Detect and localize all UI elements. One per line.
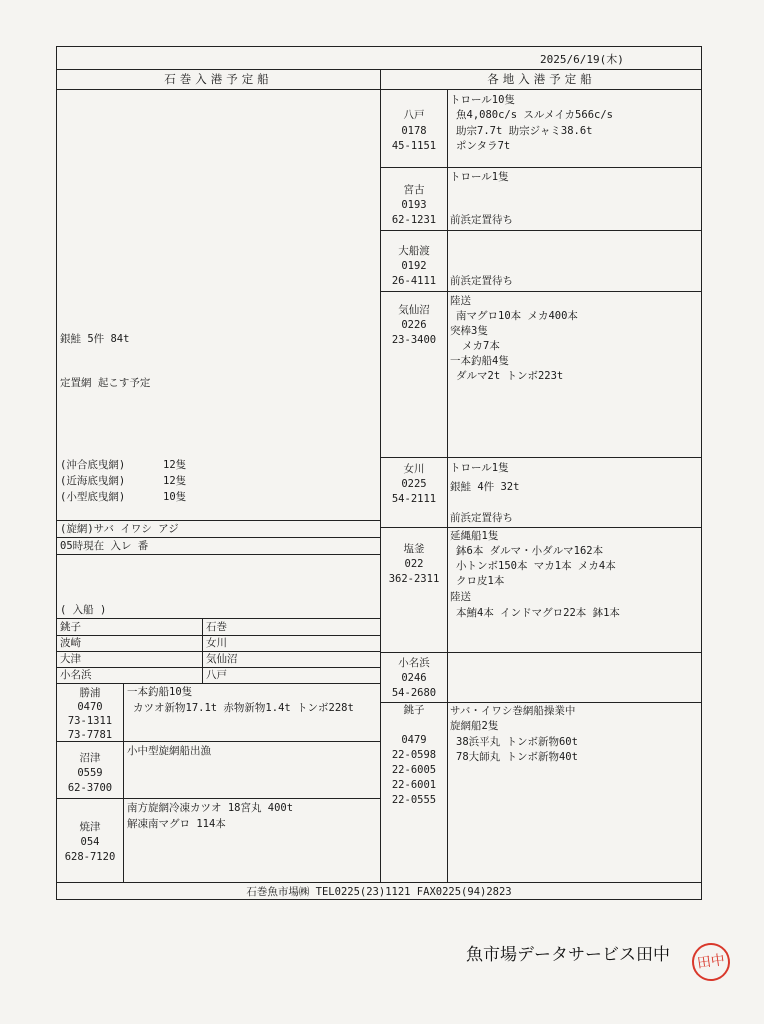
port-tel: 26-4111: [391, 275, 437, 287]
port-tel: 0226: [401, 319, 427, 331]
port-name: 銚子: [403, 704, 425, 716]
trawl-count: 10隻: [163, 491, 187, 503]
port-name: 沼津: [79, 752, 101, 764]
port-text: 突棒3隻: [450, 325, 488, 337]
port-text: 南マグロ10本 メカ400本: [456, 310, 578, 322]
border: [56, 520, 381, 521]
border: [202, 618, 203, 684]
port-tel: 022: [404, 558, 424, 570]
port-tel: 628-7120: [64, 851, 116, 863]
border: [380, 291, 702, 292]
port-tel: 0178: [401, 125, 427, 137]
border: [447, 89, 448, 883]
port-name: 八戸: [403, 109, 425, 121]
nyusen-port: 波崎: [60, 637, 81, 649]
port-text: 38浜平丸 トンボ新物60t: [456, 736, 578, 748]
border: [56, 882, 702, 883]
port-text: 南方旋網冷凍カツオ 18宮丸 400t: [127, 802, 294, 814]
port-tel: 22-0598: [391, 749, 437, 761]
port-tel: 54-2680: [391, 687, 437, 699]
port-text: 小トンボ150本 マカ1本 メカ4本: [456, 560, 616, 572]
current-status: 05時現在 入レ 番: [60, 540, 149, 552]
port-text: トロール1隻: [450, 171, 509, 183]
nyusen-port: 大津: [60, 653, 81, 665]
port-tel: 0479: [401, 734, 427, 746]
port-name: 宮古: [403, 184, 425, 196]
left-header: 石巻入港予定船: [164, 72, 273, 86]
port-tel: 62-3700: [67, 782, 113, 794]
port-text: 旋網船2隻: [450, 720, 499, 732]
port-tel: 62-1231: [391, 214, 437, 226]
port-text: 一本釣船10隻: [127, 686, 193, 698]
port-tel: 54-2111: [391, 493, 437, 505]
port-tel: 22-6001: [391, 779, 437, 791]
senmo-line: (旋網)サバ イワシ アジ: [60, 523, 179, 535]
border: [56, 46, 702, 47]
border: [56, 89, 702, 90]
ishinomaki-teichi: 定置網 起こす予定: [60, 377, 151, 389]
port-text: トロール1隻: [450, 462, 509, 474]
port-text: 前浜定置待ち: [450, 275, 513, 287]
trawl-count: 12隻: [163, 475, 187, 487]
border: [380, 527, 702, 528]
port-name: 気仙沼: [398, 304, 430, 316]
port-text: トロール10隻: [450, 94, 515, 106]
port-text: 本鮪4本 インドマグロ22本 鉢1本: [456, 607, 620, 619]
nyusen-port: 銚子: [60, 621, 81, 633]
port-text: クロ皮1本: [456, 575, 505, 587]
port-tel: 73-1311: [67, 715, 113, 727]
port-tel: 0470: [77, 701, 103, 713]
port-tel: 22-6005: [391, 764, 437, 776]
trawl-name: (沖合底曳網): [60, 459, 126, 471]
trawl-name: (近海底曳網): [60, 475, 126, 487]
port-text: 解凍南マグロ 114本: [127, 818, 226, 830]
port-text: 小中型旋網船出漁: [127, 745, 211, 757]
date: 2025/6/19(木): [540, 53, 624, 66]
port-text: 一本釣船4隻: [450, 355, 509, 367]
port-tel: 0559: [77, 767, 103, 779]
border: [56, 69, 702, 70]
footer: 石巻魚市場㈱ TEL0225(23)1121 FAX0225(94)2823: [246, 886, 512, 898]
port-text: ポンタラ7t: [456, 140, 511, 152]
border: [56, 537, 381, 538]
border: [56, 899, 702, 900]
port-text: 魚4,080c/s スルメイカ566c/s: [456, 109, 613, 121]
port-tel: 0192: [401, 260, 427, 272]
nyusen-port: 石巻: [206, 621, 227, 633]
port-name: 女川: [403, 463, 425, 475]
port-text: 前浜定置待ち: [450, 512, 513, 524]
seal-icon: 田中: [690, 941, 733, 984]
trawl-count: 12隻: [163, 459, 187, 471]
port-name: 塩釜: [403, 543, 425, 555]
port-text: 銀鮭 4件 32t: [450, 481, 520, 493]
port-text: 延縄船1隻: [450, 530, 499, 542]
port-tel: 23-3400: [391, 334, 437, 346]
border: [56, 618, 381, 619]
nyusen-label: ( 入船 ): [60, 604, 107, 616]
nyusen-port: 八戸: [206, 669, 227, 681]
border: [380, 457, 702, 458]
port-name: 大船渡: [398, 245, 430, 257]
port-text: 前浜定置待ち: [450, 214, 513, 226]
port-text: メカ7本: [462, 340, 500, 352]
border: [56, 798, 381, 799]
port-text: ダルマ2t トンボ223t: [456, 370, 564, 382]
border: [701, 46, 702, 900]
port-text: カツオ新物17.1t 赤物新物1.4t トンボ228t: [133, 702, 354, 714]
port-text: 鉢6本 ダルマ・小ダルマ162本: [456, 545, 604, 557]
port-text: 陸送: [450, 591, 471, 603]
nyusen-port: 小名浜: [60, 669, 92, 681]
trawl-name: (小型底曳網): [60, 491, 126, 503]
port-text: 78大師丸 トンボ新物40t: [456, 751, 578, 763]
sender-stamp: 魚市場データサービス田中: [466, 945, 670, 965]
nyusen-port: 気仙沼: [206, 653, 238, 665]
border: [380, 230, 702, 231]
border: [380, 652, 702, 653]
border: [380, 167, 702, 168]
port-tel: 0193: [401, 199, 427, 211]
port-tel: 73-7781: [67, 729, 113, 741]
nyusen-port: 女川: [206, 637, 227, 649]
port-name: 勝浦: [79, 687, 101, 699]
port-tel: 362-2311: [388, 573, 440, 585]
right-header: 各地入港予定船: [487, 72, 596, 86]
port-tel: 0246: [401, 672, 427, 684]
border: [56, 683, 381, 684]
port-tel: 45-1151: [391, 140, 437, 152]
port-text: サバ・イワシ巻網船操業中: [450, 705, 576, 717]
port-text: 陸送: [450, 295, 471, 307]
port-tel: 0225: [401, 478, 427, 490]
port-tel: 22-0555: [391, 794, 437, 806]
port-name: 小名浜: [398, 657, 430, 669]
border: [123, 683, 124, 883]
port-name: 焼津: [79, 821, 101, 833]
port-text: 助宗7.7t 助宗ジャミ38.6t: [456, 125, 593, 137]
ishinomaki-salmon: 銀鮭 5件 84t: [60, 333, 130, 345]
port-tel: 054: [80, 836, 100, 848]
border: [56, 554, 381, 555]
